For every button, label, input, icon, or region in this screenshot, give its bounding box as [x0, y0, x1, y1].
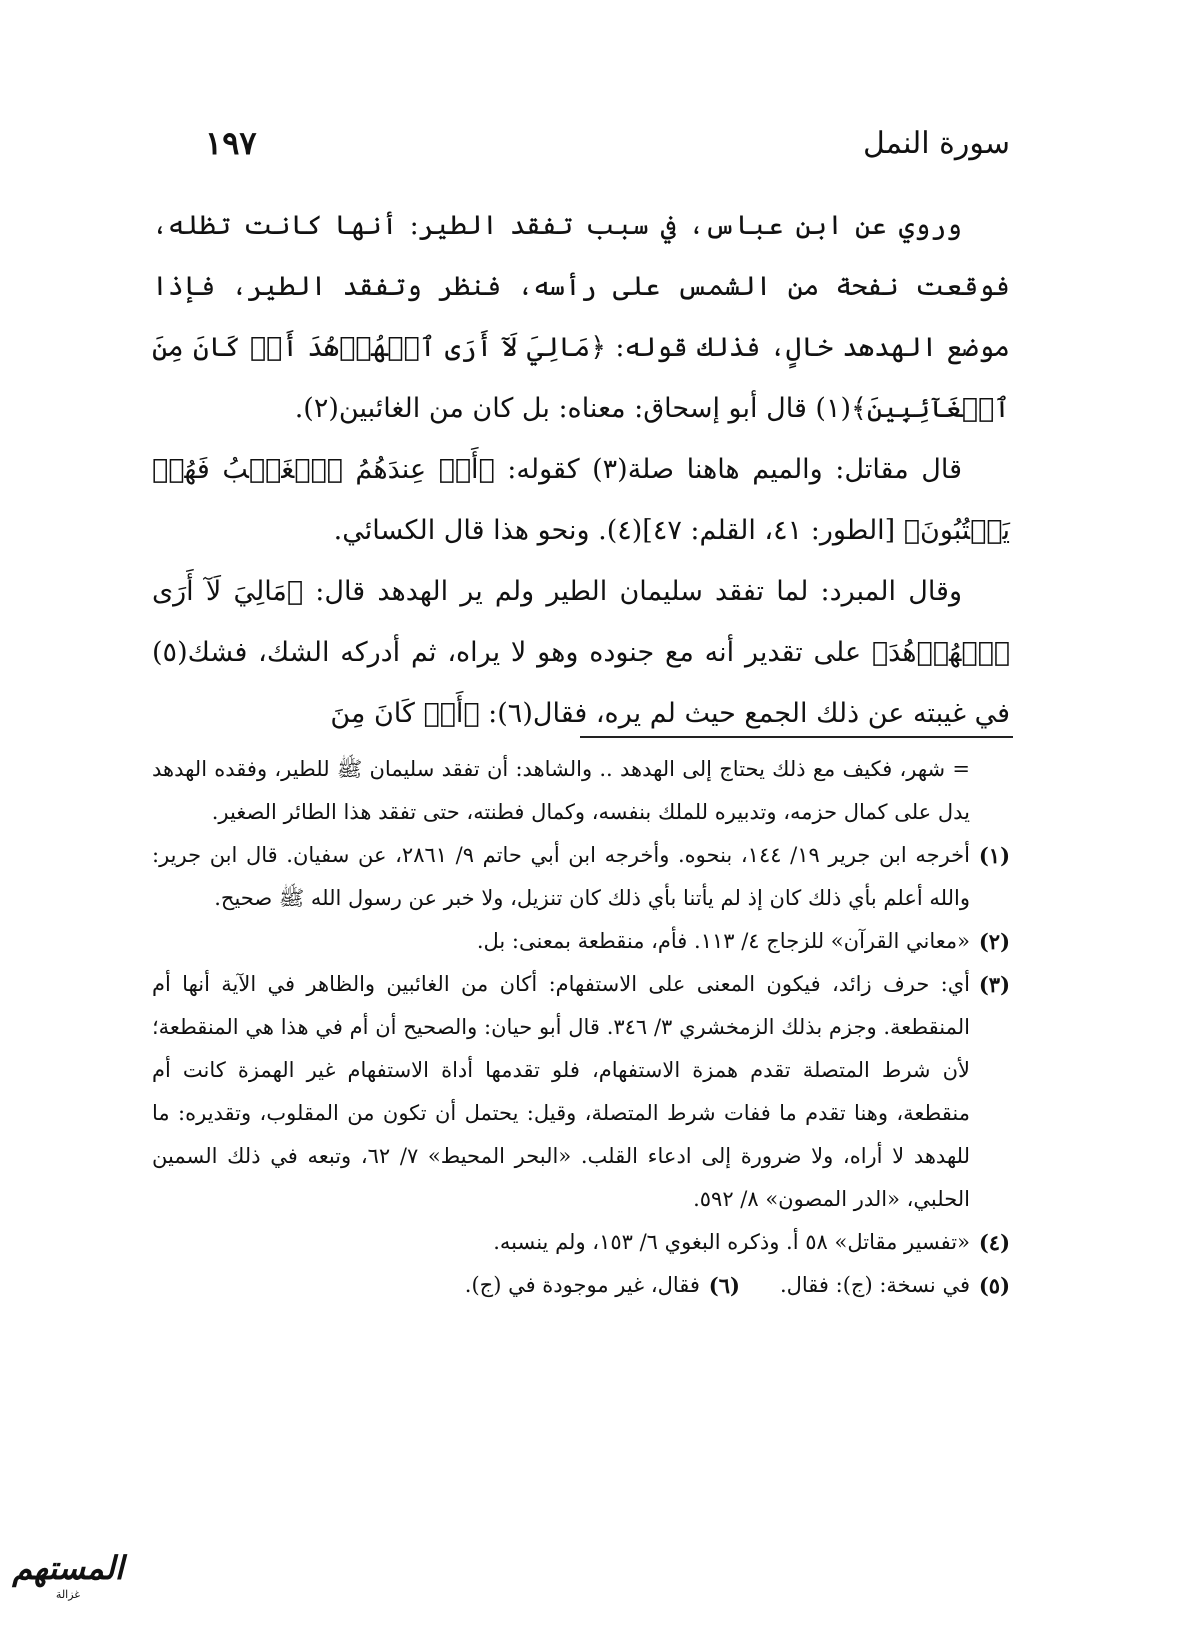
footnote: [465, 1264, 740, 1307]
footnote: [152, 963, 1010, 1221]
footnote-text: في نسخة: (ج): فقال.: [779, 1273, 970, 1297]
footnote-number: (١): [978, 843, 1010, 868]
footnote-number: (٢): [978, 929, 1010, 954]
footnote: [780, 1264, 1010, 1307]
footnote-text: أخرجه ابن جرير ١٩/ ١٤٤، بنحوه. وأخرجه ابن أبي حاتم ٩/ ٢٨٦١، عن سفيان. قال ابن جرير: والله أعلم بأي ذلك كان إذ لم يأتنا بأي ذلك كان تنزيل، ولا خبر عن رسول الله ﷺ صحيح.: [152, 843, 970, 910]
footnote-continuation: = شهر، فكيف مع ذلك يحتاج إلى الهدهد .. والشاهد: أن تفقد سليمان ﷺ للطير، وفقده الهدهد يدل على كمال حزمه، وتدبيره للملك بنفسه، وكمال فطنته، حتى تفقد هذا الطائر الصغير.: [152, 757, 970, 824]
footnote: [152, 920, 1010, 963]
main-text: [152, 195, 1010, 744]
page-number: ١٩٧: [205, 124, 257, 162]
footnote-number: (٥): [978, 1273, 1010, 1298]
footnote-row: [152, 1264, 1010, 1307]
surah-title: سورة النمل: [863, 125, 1010, 161]
logo-text: المستهم: [12, 1549, 124, 1587]
footnotes: [152, 748, 1010, 1307]
paragraph: قال مقاتل: والميم هاهنا صلة(٣) كقوله: ﴿أَمۡ عِندَهُمُ ٱلۡغَيۡبُ فَهُمۡ يَكۡتُبُونَ﴾ [الطور: ٤١، القلم: ٤٧](٤). ونحو هذا قال الكسائي.: [152, 454, 1010, 546]
paragraph: وروي عن ابن عباس، في سبب تفقد الطير: أنها كانت تظله، فوقعت نفحة من الشمس على رأسه، فنظر وتفقد الطير، فإذا موضع الهدهد خالٍ، فذلك قوله: ﴿مَالِيَ لَآ أَرَى ٱلۡهُدۡهُدَ أَمۡ كَانَ مِنَ ٱلۡغَآئِبِينَ﴾(١) قال أبو إسحاق: معناه: بل كان من الغائبين(٢).: [152, 210, 1010, 424]
footnote: [152, 834, 1010, 920]
publisher-logo: [8, 1548, 128, 1620]
footnote-number: (٦): [708, 1273, 740, 1298]
footnote-separator: [580, 736, 1013, 738]
paragraph: وقال المبرد: لما تفقد سليمان الطير ولم ير الهدهد قال: ﴿مَالِيَ لَآ أَرَى ٱلۡهُدۡهُدَ﴾ على تقدير أنه مع جنوده وهو لا يراه، ثم أدركه الشك، فشك(٥) في غيبته عن ذلك الجمع حيث لم يره، فقال(٦): ﴿أَمۡ كَانَ مِنَ: [152, 576, 1010, 729]
footnote: [152, 1221, 1010, 1264]
page-header: [205, 118, 1010, 168]
footnote-text: فقال، غير موجودة في (ج).: [464, 1273, 700, 1297]
footnote-text: أي: حرف زائد، فيكون المعنى على الاستفهام: أكان من الغائبين والظاهر في الآية أنها أم المنقطعة. وجزم بذلك الزمخشري ٣/ ٣٤٦. قال أبو حيان: والصحيح أن أم في هذا هي المنقطعة؛ لأن شرط المتصلة تقدم همزة الاستفهام، فلو تقدمها أداة الاستفهام غير الهمزة كانت أم منقطعة، وهنا تقدم ما ففات شرط المتصلة، وقيل: يحتمل أن تكون من المقلوب، وتقديره: ما للهدهد لا أراه، ولا ضرورة إلى ادعاء القلب. «البحر المحيط» ٧/ ٦٢، وتبعه في ذلك السمين الحلبي، «الدر المصون» ٨/ ٥٩٢.: [152, 972, 971, 1211]
logo-subtext: غزالة: [55, 1588, 81, 1601]
footnote-text: «تفسير مقاتل» ٥٨ أ. وذكره البغوي ٦/ ١٥٣، ولم ينسبه.: [493, 1230, 970, 1254]
footnote-number: (٣): [978, 972, 1010, 997]
footnote-number: (٤): [978, 1230, 1010, 1255]
footnote-text: «معاني القرآن» للزجاج ٤/ ١١٣. فأم، منقطعة بمعنى: بل.: [476, 929, 970, 953]
